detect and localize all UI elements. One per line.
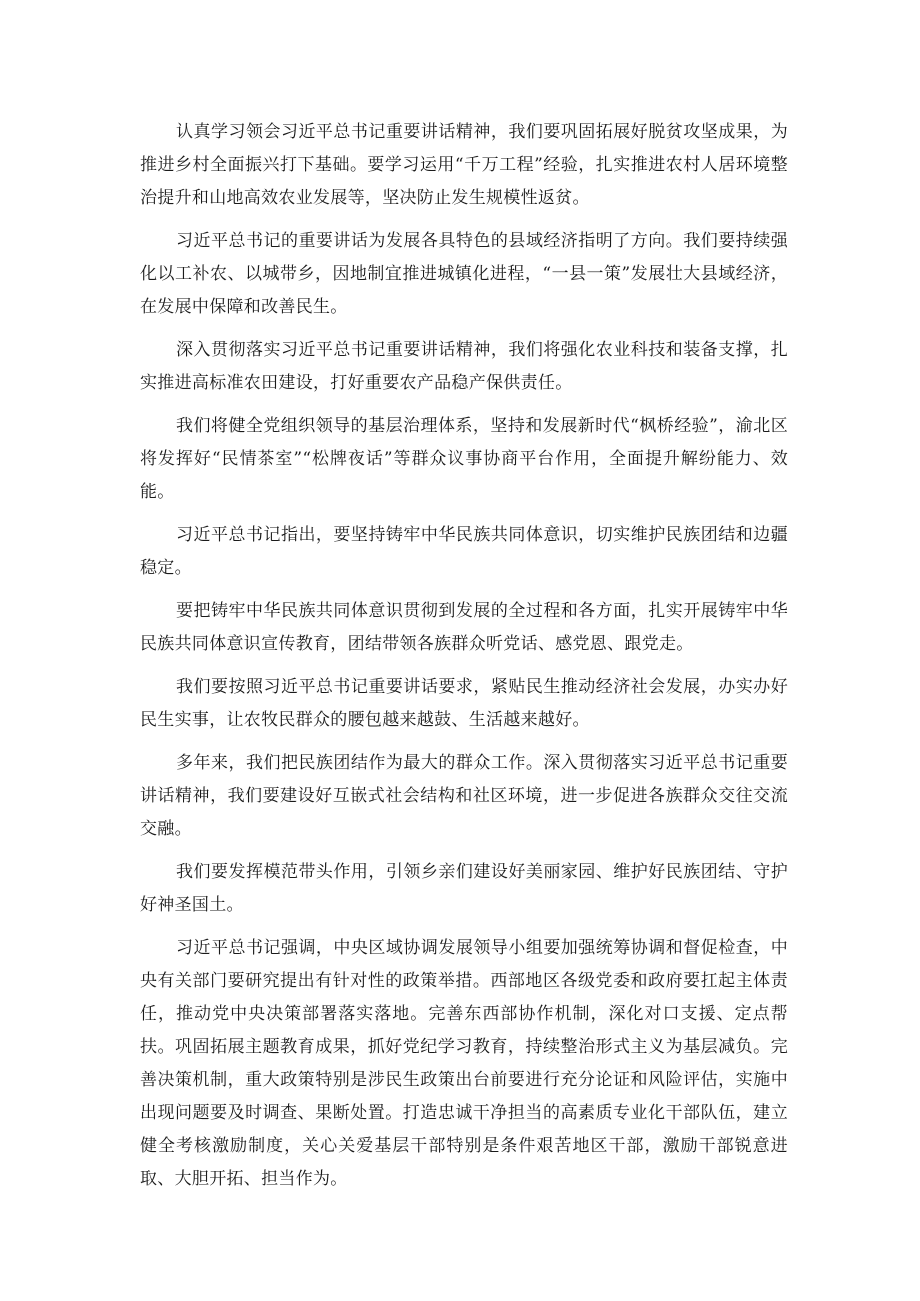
paragraph-6: 要把铸牢中华民族共同体意识贯彻到发展的全过程和各方面，扎实开展铸牢中华民族共同体意识宣传教育，团结带领各族群众听党话、感党恩、跟党走。	[140, 601, 788, 654]
paragraph-2: 习近平总书记的重要讲话为发展各具特色的县域经济指明了方向。我们要持续强化以工补农、以城带乡，因地制宜推进城镇化进程，“一县一策”发展壮大县域经济，在发展中保障和改善民生。	[140, 231, 788, 317]
paragraph-10: 习近平总书记强调，中央区域协调发展领导小组要加强统筹协调和督促检查，中央有关部门要研究提出有针对性的政策举措。西部地区各级党委和政府要扛起主体责任，推动党中央决策部署落实落地。完善东西部协作机制，深化对口支援、定点帮扶。巩固拓展主题教育成果，抓好党纪学习教育，持续整治形式主义为基层减负。完善决策机制，重大政策特别是涉民生政策出台前要进行充分论证和风险评估，实施中出现问题要及时调查、果断处置。打造忠诚干净担当的高素质专业化干部队伍，建立健全考核激励制度，关心关爱基层干部特别是条件艰苦地区干部，激励干部锐意进取、大胆开拓、担当作为。	[140, 938, 788, 1189]
paragraph-3: 深入贯彻落实习近平总书记重要讲话精神，我们将强化农业科技和装备支撑，扎实推进高标准农田建设，打好重要农产品稳产保供责任。	[140, 340, 788, 393]
paragraph-8: 多年来，我们把民族团结作为最大的群众工作。深入贯彻落实习近平总书记重要讲话精神，我们要建设好互嵌式社会结构和社区环境，进一步促进各族群众交往交流交融。	[140, 753, 788, 839]
paragraph-9: 我们要发挥模范带头作用，引领乡亲们建设好美丽家园、维护好民族团结、守护好神圣国土。	[140, 862, 788, 915]
paragraph-1: 认真学习领会习近平总书记重要讲话精神，我们要巩固拓展好脱贫攻坚成果，为推进乡村全面振兴打下基础。要学习运用“千万工程”经验，扎实推进农村人居环境整治提升和山地高效农业发展等，坚决防止发生规模性返贫。	[140, 122, 788, 208]
paragraph-5: 习近平总书记指出，要坚持铸牢中华民族共同体意识，切实维护民族团结和边疆稳定。	[140, 525, 788, 578]
paragraph-7: 我们要按照习近平总书记重要讲话要求，紧贴民生推动经济社会发展，办实办好民生实事，让农牧民群众的腰包越来越鼓、生活越来越好。	[140, 677, 788, 730]
paragraph-4: 我们将健全党组织领导的基层治理体系，坚持和发展新时代“枫桥经验”，渝北区将发挥好“民情茶室”“松牌夜话”等群众议事协商平台作用，全面提升解纷能力、效能。	[140, 416, 788, 502]
document-body	[140, 116, 788, 1206]
